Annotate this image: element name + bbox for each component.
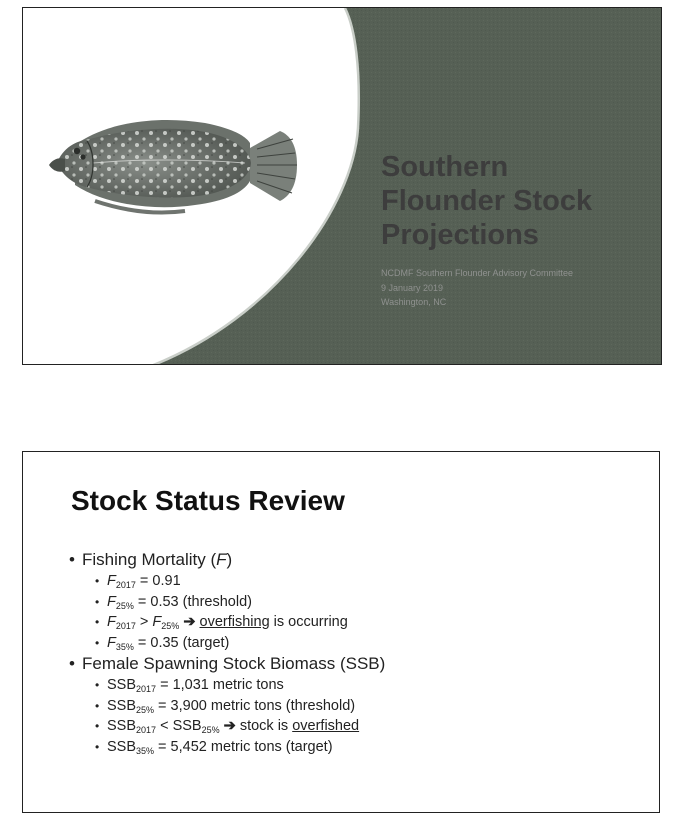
sub-bullet: • $F_{2017} > F_{25\%}$ ➔ overfishing is occurring (95, 614, 348, 631)
sub-bullet: • $F_{2017} = 0.91$ (95, 573, 181, 590)
title-block (381, 150, 651, 310)
sub-bullet: • $F_{35\%} = 0.35$ (target) (95, 634, 230, 652)
arrow-icon: ➔ (179, 614, 200, 630)
sub-bullet: • $SSB_{35\%} = 5,452$ metric tons (target) (95, 738, 333, 756)
title-line: Projections (381, 219, 539, 251)
presentation-info (381, 266, 651, 310)
symbol: SSB (107, 677, 137, 693)
value-text: = 0.53 (threshold) (133, 593, 252, 610)
symbol: F (107, 573, 116, 589)
emphasis-text: overfishing (199, 614, 270, 630)
bullet-list (69, 549, 385, 757)
sub-bullet: • $SSB_{25\%} = 3,900$ metric tons (threshold) (95, 697, 356, 715)
title-slide (22, 7, 662, 365)
symbol: F (107, 634, 116, 651)
sub-bullet: • $SSB_{2017} = 1,031$ metric tons (95, 677, 284, 694)
value-text: = 5,452 metric tons (target) (154, 738, 333, 755)
subscript: 2017 (136, 684, 157, 694)
emphasis-text: overfished (292, 718, 360, 734)
date: 9 January 2019 (381, 282, 444, 293)
subscript: 25% (115, 600, 134, 611)
title-line: Flounder Stock (381, 185, 593, 217)
subscript: 2017 (115, 580, 136, 590)
symbol: F (107, 614, 116, 630)
value-text: = 1,031 metric tons (156, 677, 284, 693)
arrow-icon: ➔ (219, 718, 240, 734)
operator: < (156, 718, 173, 734)
bullet-label: Female Spawning Stock Biomass (SSB) (82, 654, 386, 673)
subscript: 25% (161, 621, 180, 631)
symbol: F (107, 593, 116, 610)
symbol: SSB (107, 718, 137, 734)
sub-bullet: • $F_{25\%} = 0.53$ (threshold) (95, 593, 252, 611)
symbol: F (152, 614, 162, 630)
symbol: SSB (172, 718, 202, 734)
symbol: SSB (107, 738, 137, 755)
bullet-label-symbol: F (216, 550, 227, 569)
bullet-label: Fishing Mortality ( (82, 550, 217, 569)
slide-title: Stock Status Review (71, 485, 345, 516)
title-line: Southern (381, 151, 509, 183)
subscript: 35% (115, 641, 134, 652)
subscript: 35% (136, 745, 155, 756)
value-text: = 0.91 (135, 573, 181, 589)
value-text: stock is (239, 718, 293, 734)
location: Washington, NC (381, 297, 447, 307)
subscript: 2017 (136, 725, 157, 735)
flounder-illustration (35, 93, 315, 233)
subscript: 25% (201, 725, 220, 735)
subscript: 2017 (115, 621, 136, 631)
bullet-ssb: • Female Spawning Stock Biomass (SSB) (69, 654, 386, 673)
sub-bullet: • $SSB_{2017} < SSB_{25\%}$ ➔ stock is overfished (95, 718, 360, 735)
bullet-label-end: ) (226, 550, 233, 569)
bullet-fishing-mortality: • Fishing Mortality (F) (69, 550, 233, 569)
subscript: 25% (136, 704, 155, 715)
operator: > (135, 614, 153, 630)
value-text: = 3,900 metric tons (threshold) (154, 697, 356, 714)
symbol: SSB (107, 697, 137, 714)
value-text: = 0.35 (target) (133, 634, 230, 651)
stock-status-slide (22, 451, 660, 813)
value-text: is occurring (269, 614, 348, 630)
organization: NCDMF Southern Flounder Advisory Committee (381, 268, 574, 278)
main-title (381, 150, 651, 252)
